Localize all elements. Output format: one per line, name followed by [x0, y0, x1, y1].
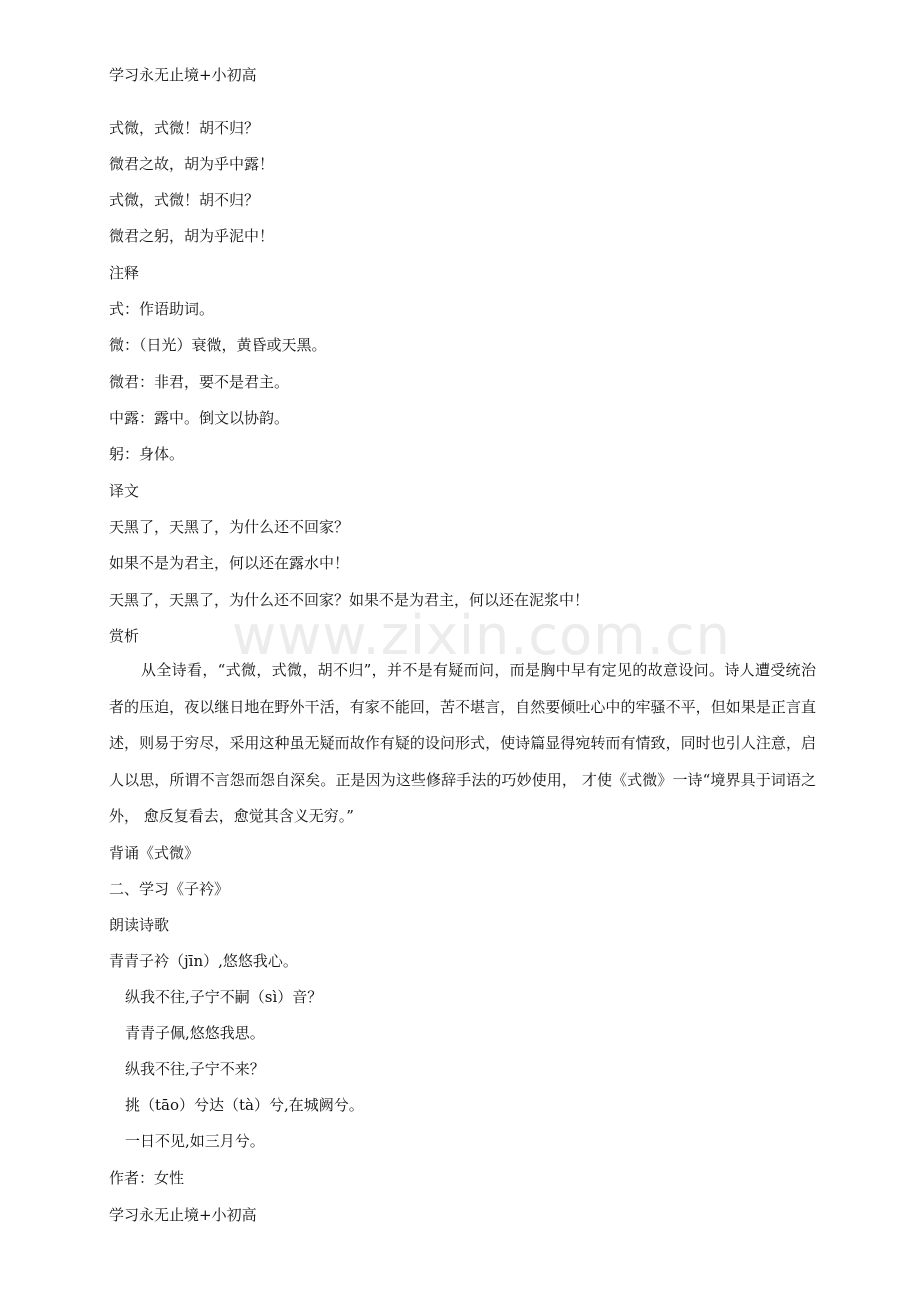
watermark: www.zixin.com.cn — [232, 604, 731, 667]
poem2-line: 纵我不往,子宁不来？ — [125, 1060, 265, 1078]
translation-line: 天黑了，天黑了，为什么还不回家？如果不是为君主，何以还在泥浆中！ — [109, 591, 590, 609]
poem2-line: 挑（tāo）兮达（tà）兮,在城阙兮。 — [125, 1096, 364, 1114]
poem1-line: 式微，式微！胡不归？ — [109, 119, 260, 137]
poem2-line: 一日不见,如三月兮。 — [125, 1132, 265, 1150]
read-heading: 朗读诗歌 — [109, 916, 170, 934]
note-item: 式：作语助词。 — [109, 300, 215, 318]
note-item: 中露：露中。倒文以协韵。 — [109, 409, 290, 427]
appreciation-paragraph: 从全诗看，“式微，式微，胡不归”，并不是有疑而问，而是胸中早有定见的故意设问。诗人遭受统治者的压迫，夜以继日地在野外干活，有家不能回，苦不堪言，自然要倾吐心中的牢骚不平，但如果是正言直述，则易于穷尽，采用这种虽无疑而故作有疑的设问形式，使诗篇显得宛转而有情致，同时也引人注意，启人以思，所谓不言怨而怨自深矣。正是因为这些修辞手法的巧妙使用， 才使《式微》一诗“境界具于词语之外， 愈反复看去，愈觉其含义无穷。” — [109, 661, 816, 825]
poem1-line: 式微，式微！胡不归？ — [109, 191, 260, 209]
translation-line: 天黑了，天黑了，为什么还不回家？ — [109, 518, 350, 536]
poem1-line: 微君之躬，胡为乎泥中！ — [109, 227, 275, 245]
translation-line: 如果不是为君主，何以还在露水中！ — [109, 554, 350, 572]
notes-heading: 注释 — [109, 264, 140, 282]
poem1-line: 微君之故，胡为乎中露！ — [109, 155, 275, 173]
appreciation-heading: 赏析 — [109, 627, 140, 645]
poem2-line: 青青子衿（jīn）,悠悠我心。 — [109, 952, 298, 970]
section2-heading: 二、学习《子衿》 — [109, 880, 230, 898]
page-footer: 学习永无止境+小初高 — [109, 1206, 257, 1224]
author-line: 作者：女性 — [109, 1169, 185, 1187]
translation-heading: 译文 — [109, 482, 140, 500]
poem2-line: 纵我不往,子宁不嗣（sì）音？ — [125, 988, 323, 1006]
note-item: 微：（日光）衰微，黄昏或天黑。 — [109, 336, 327, 354]
note-item: 躬：身体。 — [109, 445, 185, 463]
note-item: 微君：非君，要不是君主。 — [109, 373, 290, 391]
recite-line: 背诵《式微》 — [109, 844, 200, 862]
page-header: 学习永无止境+小初高 — [109, 66, 257, 84]
poem2-line: 青青子佩,悠悠我思。 — [125, 1024, 265, 1042]
